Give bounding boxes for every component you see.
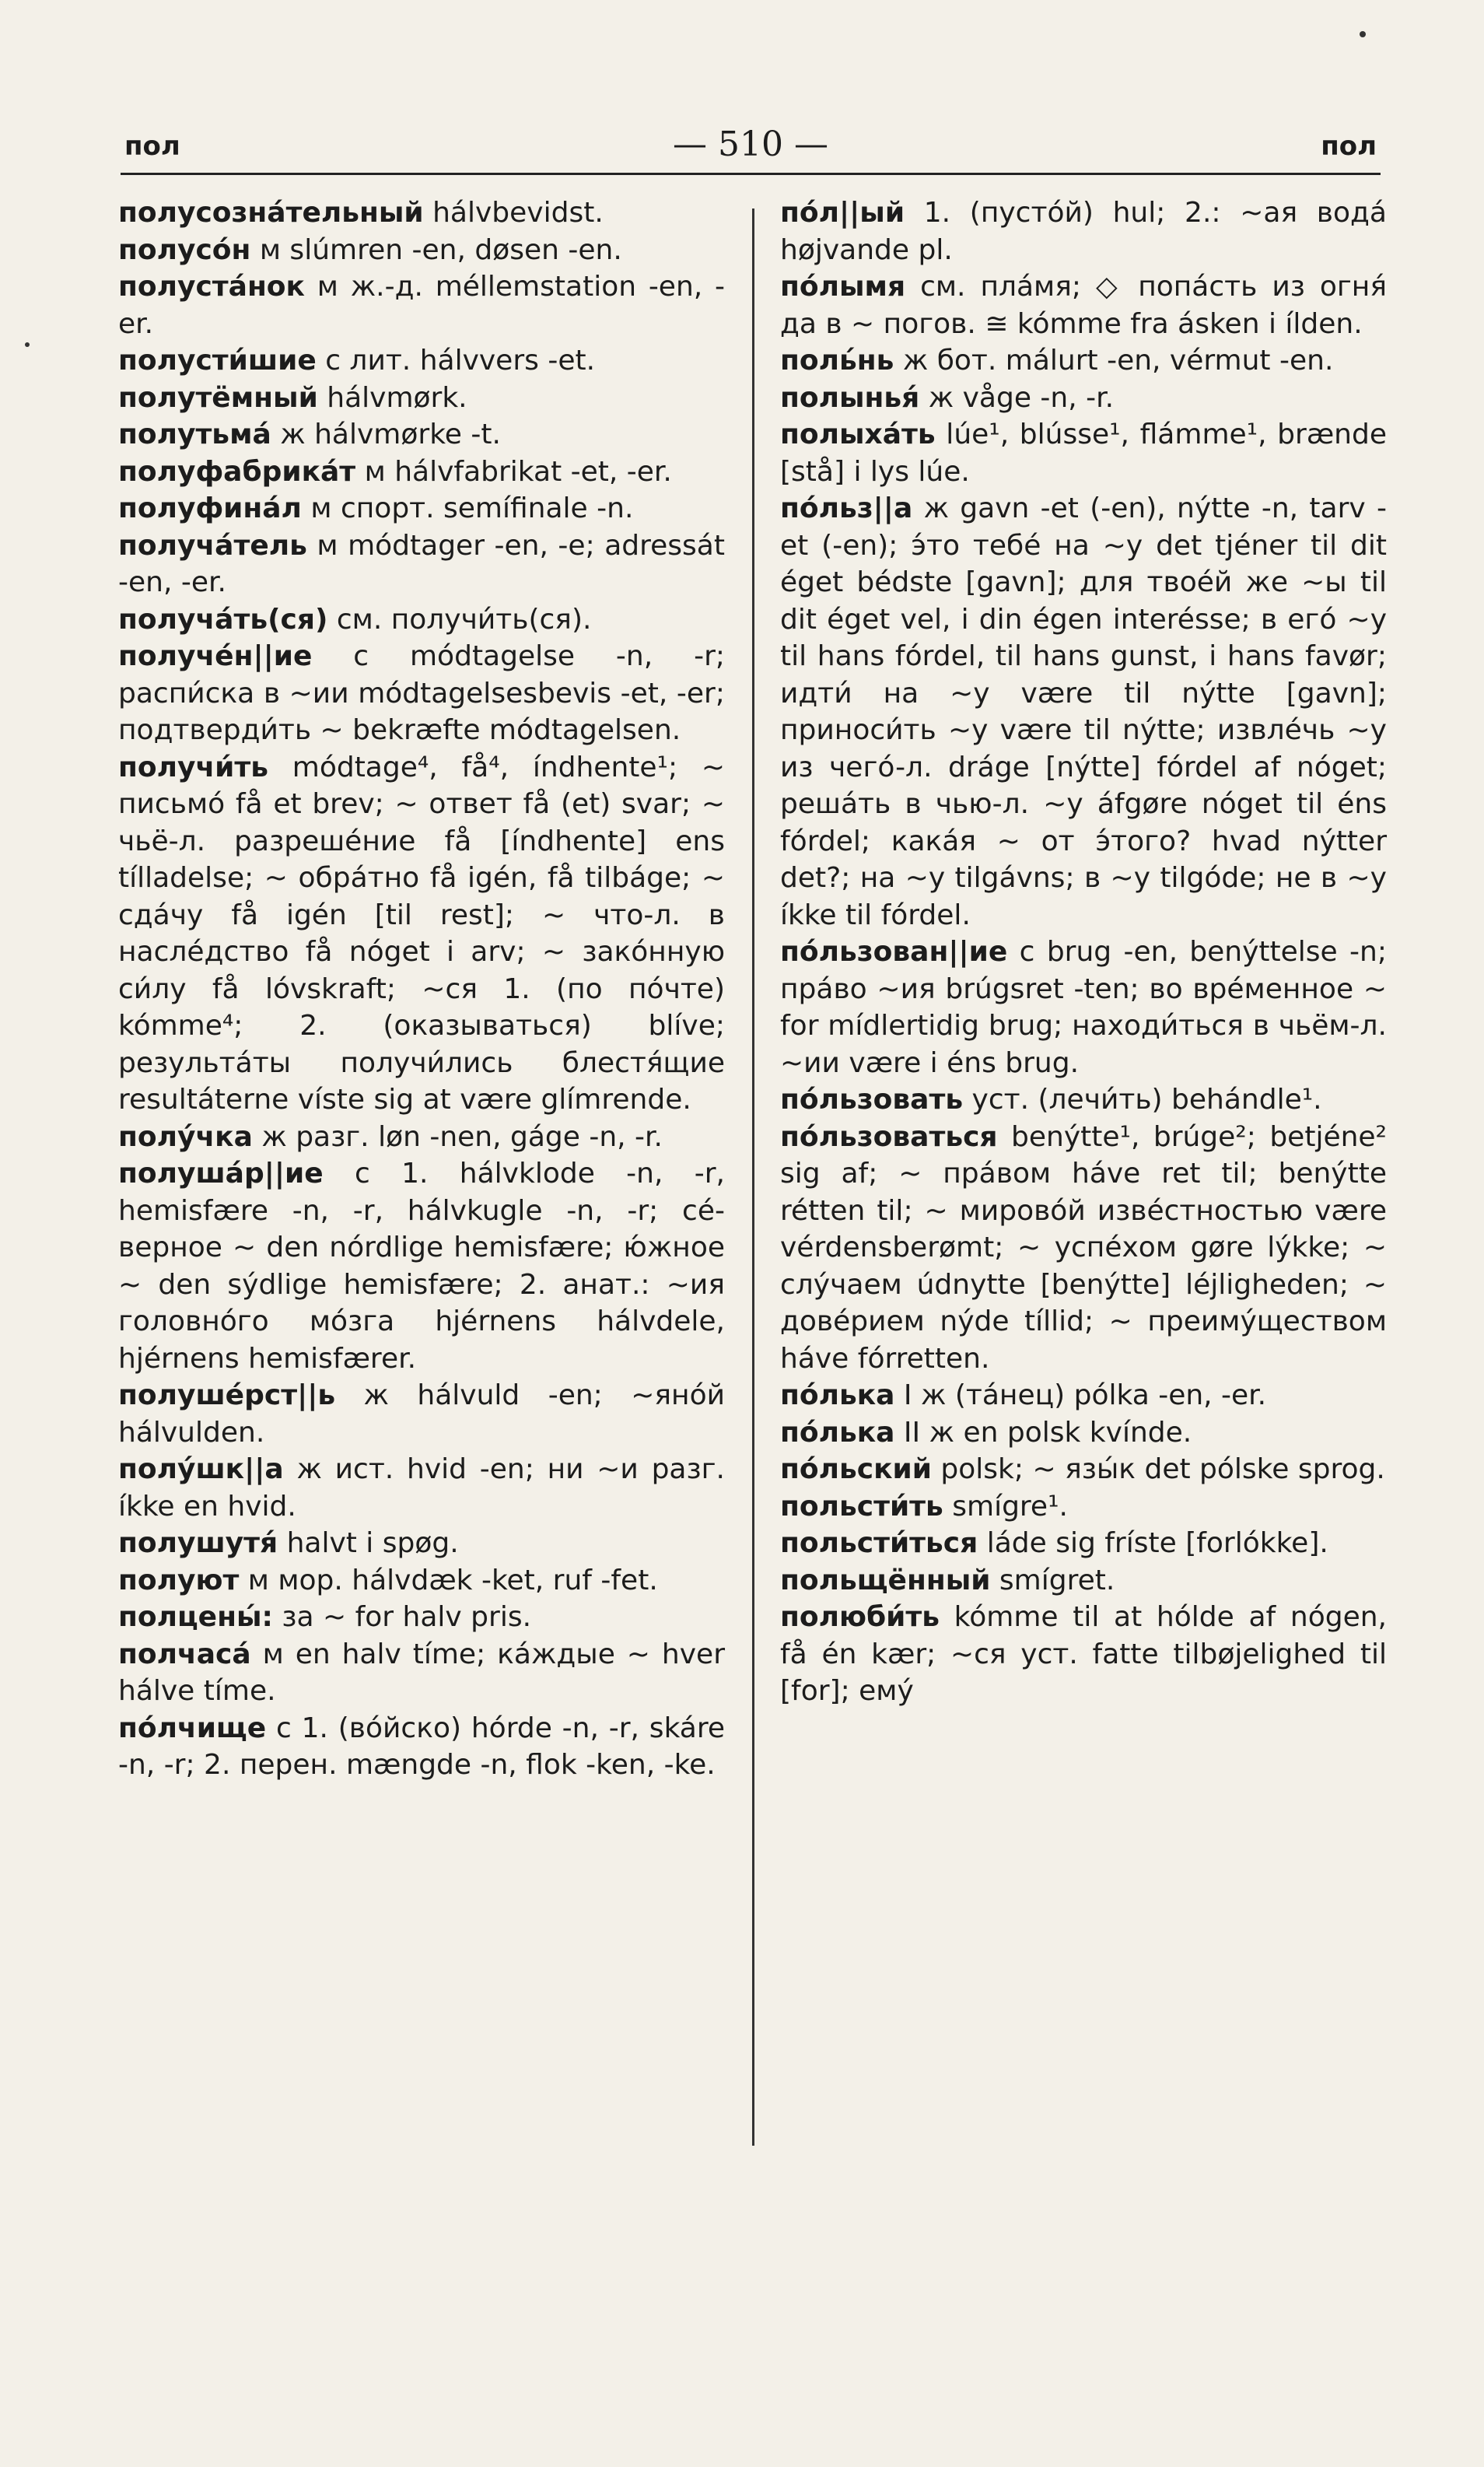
entry-headword: полушáр||ие (118, 1158, 324, 1190)
dictionary-entry (780, 268, 1387, 342)
entry-headword: получи́ть (118, 751, 269, 783)
dictionary-entry (780, 1081, 1387, 1119)
entry-headword: пóлымя (780, 271, 906, 303)
entry-definition: smígre¹. (943, 1490, 1068, 1523)
dictionary-entry (118, 1636, 725, 1710)
entry-definition: I ж (тáнец) pólka -en, -er. (894, 1379, 1267, 1411)
entry-headword: пóлька (780, 1379, 895, 1411)
entry-headword: пóльз||а (780, 492, 913, 524)
entry-headword: польсти́ть (780, 1490, 943, 1523)
entry-headword: поль́нь (780, 345, 894, 377)
right-column (780, 194, 1387, 1710)
dictionary-entry (118, 527, 725, 601)
entry-definition: с brug -en, benýttelse -n; прáво ~ия brúgsret -ten; во врéменное ~ for mídlertidig brug; находи́ться в чьём-л. ~ии være i éns brug. (780, 936, 1387, 1079)
entry-definition: hálvmørk. (317, 381, 467, 414)
entry-definition: ж ист. hvid -en; ни ~и разг. íkke en hvid. (118, 1453, 725, 1523)
dictionary-entry (118, 490, 725, 527)
entry-headword: полýшк||а (118, 1453, 284, 1485)
entry-headword: полýчка (118, 1120, 253, 1153)
entry-definition: ж våge -n, -r. (919, 381, 1115, 414)
entry-definition: láde sig fríste [forlókke]. (978, 1527, 1328, 1559)
entry-definition: см. плáмя; ◇ попáсть из огня́ да в ~ погов. ≅ kómme fra ásken i ílden. (780, 271, 1387, 340)
running-head-left: пол (124, 131, 180, 162)
entry-headword: пóльзован||ие (780, 936, 1008, 968)
dictionary-entry (118, 749, 725, 1119)
entry-definition: kómme til at hólde af nógen, få én kær; ~ся уст. fatte tilbøjelighed til [for]; емý (780, 1601, 1387, 1707)
dictionary-entry (118, 601, 725, 639)
dictionary-entry (780, 1414, 1387, 1452)
dictionary-entry (118, 1119, 725, 1156)
dictionary-entry (118, 638, 725, 749)
entry-definition: ж бот. málurt -en, vérmut -en. (894, 345, 1334, 377)
dictionary-entry (780, 1377, 1387, 1414)
dictionary-entry (780, 1451, 1387, 1488)
entry-headword: полыхáть (780, 419, 936, 450)
entry-headword: полуфабрикáт (118, 455, 356, 488)
entry-headword: полушéрст||ь (118, 1379, 336, 1411)
speck-mark (25, 342, 30, 347)
dictionary-entry (118, 1377, 725, 1451)
entry-definition: уст. (лечи́ть) behándle¹. (963, 1084, 1322, 1116)
entry-definition: см. получи́ть(ся). (327, 603, 592, 636)
entry-headword: полутёмный (118, 381, 318, 414)
entry-headword: пóльзоваться (780, 1120, 998, 1153)
entry-definition: halvt i spøg. (278, 1527, 459, 1559)
entry-headword: пóльский (780, 1453, 932, 1485)
dictionary-entry (780, 934, 1387, 1081)
dictionary-entry (780, 1525, 1387, 1562)
dictionary-entry (118, 268, 725, 342)
dictionary-entry (118, 1562, 725, 1600)
entry-headword: пóлчище (118, 1712, 267, 1744)
entry-headword: получáтель (118, 529, 307, 562)
speck-mark (1360, 31, 1366, 37)
entry-definition: м módtager -en, -e; adressát -en, -er. (118, 529, 725, 598)
entry-headword: польсти́ться (780, 1527, 978, 1559)
entry-definition: ж hálvmørke -t. (271, 419, 501, 450)
entry-headword: полюби́ть (780, 1601, 940, 1633)
entry-definition: м en halv tíme; кáждые ~ hver hálve tíme. (118, 1638, 725, 1707)
entry-headword: получéн||ие (118, 640, 313, 672)
entry-definition: ж hálvuld -en; ~янóй hálvulden. (118, 1379, 725, 1449)
entry-definition: с лит. hálvvers -et. (316, 345, 596, 377)
entry-definition: м slúmren -en, døsen -en. (250, 233, 622, 266)
dictionary-entry (780, 194, 1387, 268)
entry-definition: módtage⁴, få⁴, índhente¹; ~ письмó få et brev; ~ ответ få (et) svar; ~ чьё-л. разрешéние få [índhente] ens tílladelse; ~ обрáтно få igén, få tilbáge; ~ сдáчу få igén [til rest]; ~ что-л. в наслéдство få nóget i arv; ~ закóнную си́лу få lóvskraft; ~ся 1. (по пóчте) kómme⁴; 2. (оказываться) blíve; результáты получи́лись блестя́щие resultáterne víste sig at være glímrende. (118, 751, 725, 1116)
dictionary-entry (780, 1119, 1387, 1378)
entry-definition: м ж.-д. méllemstation -en, -er. (118, 271, 725, 340)
entry-definition: II ж en polsk kvínde. (894, 1416, 1192, 1449)
entry-definition: м hálvfabrikat -et, -er. (355, 455, 672, 488)
entry-headword: полусóн (118, 233, 251, 266)
entry-headword: пóльзовать (780, 1084, 964, 1116)
entry-headword: полушутя́ (118, 1527, 278, 1559)
dictionary-entry (118, 1599, 725, 1636)
entry-definition: ж gavn -et (-en), nýtte -n, tarv -et (-en); э́то тебé на ~у det tjéner til dit éget bédste [gavn]; для твоéй же ~ы til dit éget vel, i din égen interésse; в егó ~у til hans fórdel, til hans gunst, i hans favør; идти́ на ~у være til nýtte [gavn]; приноси́ть ~у være til nýtte; извлéчь ~у из чегó-л. dráge [nýtte] fórdel af nóget; решáть в чью-л. ~у áfgøre nóget til éns fórdel; какáя ~ от э́того? hvad nýtter det?; на ~у tilgávns; в ~у tilgóde; не в ~у íkke til fórdel. (780, 492, 1387, 931)
dictionary-entry (780, 1562, 1387, 1600)
dictionary-entry (780, 342, 1387, 380)
dictionary-entry (118, 1155, 725, 1377)
entry-headword: полуют (118, 1564, 240, 1596)
entry-definition: smígret. (990, 1564, 1115, 1596)
dictionary-entry (118, 454, 725, 491)
entry-headword: полустáнок (118, 271, 305, 303)
entry-headword: полусознáтельный (118, 197, 424, 229)
dictionary-entry (780, 1599, 1387, 1710)
dictionary-entry (118, 194, 725, 232)
entry-definition: benýtte¹, brúge²; betjéne² sig af; ~ прáвом háve ret til; benýtte rétten til; ~ мировóй извéстностью være vérdensberømt; ~ успéхом gøre lýkke; ~ слýчаем údnytte [benýtte] léjligheden; ~ довéрием nýde tíllid; ~ преимýществом háve fórretten. (780, 1120, 1387, 1375)
page-number: — 510 — (673, 124, 828, 164)
entry-definition: polsk; ~ язы́к det pólske sprog. (931, 1453, 1385, 1485)
entry-definition: 1. (пустóй) hul; 2.: ~ая водá højvande pl. (780, 197, 1387, 266)
dictionary-entry (118, 380, 725, 417)
dictionary-entry (118, 232, 725, 269)
entry-definition: с módtagelse -n, -r; распи́ска в ~ии módtagelsesbevis -et, -er; подтверди́ть ~ bekræfte módtagelsen. (118, 640, 725, 746)
dictionary-entry (780, 1488, 1387, 1526)
dictionary-entry (118, 416, 725, 454)
entry-headword: полцены́: (118, 1601, 273, 1633)
entry-definition: с 1. hálvklode -n, -r, hemisfære -n, -r, hálvkugle -n, -r; céверное ~ den nórdlige hemisfære; ю́жное ~ den sýdlige hemisfære; 2. анат.: ~ия головнóго мóзга hjérnens hálvdele, hjérnens hemisfærer. (118, 1158, 725, 1375)
column-divider (752, 209, 754, 2146)
dictionary-entry (780, 416, 1387, 490)
dictionary-entry (118, 1525, 725, 1562)
entry-definition: lúe¹, blússe¹, flámme¹, brænde [stå] i lys lúe. (780, 419, 1387, 488)
entry-headword: полчасá (118, 1638, 251, 1670)
dictionary-entry (780, 380, 1387, 417)
entry-headword: полусти́шие (118, 345, 317, 377)
entry-headword: пóлька (780, 1416, 895, 1449)
dictionary-entry (118, 1710, 725, 1784)
entry-definition: м мор. hálvdæk -ket, ruf -fet. (239, 1564, 658, 1596)
dictionary-entry (780, 490, 1387, 934)
entry-definition: м спорт. semífinale -n. (301, 492, 634, 524)
entry-headword: пóл||ый (780, 197, 905, 229)
dictionary-entry (118, 342, 725, 380)
entry-headword: полынья́ (780, 381, 920, 414)
entry-headword: полутьмá (118, 419, 271, 450)
page-header (124, 124, 1377, 179)
left-column (118, 194, 725, 1784)
entry-definition: hálvbevidst. (423, 197, 604, 229)
running-head-right: пол (1321, 131, 1377, 162)
dictionary-entry (118, 1451, 725, 1525)
header-rule (121, 173, 1381, 175)
entry-definition: за ~ for halv pris. (272, 1601, 532, 1633)
entry-headword: полуфинáл (118, 492, 302, 524)
entry-headword: получáть(ся) (118, 603, 328, 636)
entry-headword: польщённый (780, 1564, 991, 1596)
entry-definition: с 1. (вóйско) hórde -n, -r, skáre -n, -r; 2. перен. mængde -n, flok -ken, -ke. (118, 1712, 725, 1781)
entry-definition: ж разг. løn -nen, gáge -n, -r. (252, 1120, 663, 1153)
